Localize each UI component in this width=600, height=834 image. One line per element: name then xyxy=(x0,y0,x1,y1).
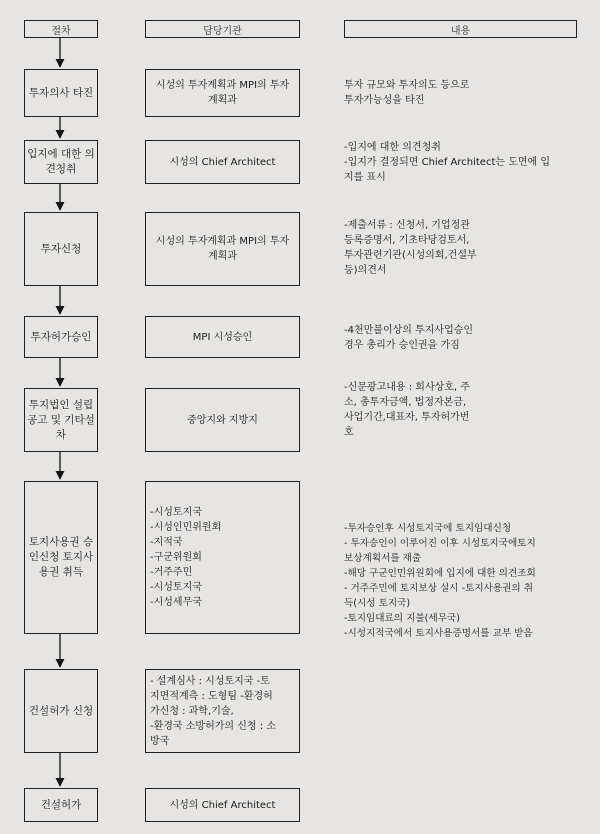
agency-box-6: - 설계심사 : 시성토지국 -토 지면적계측 : 도형팀 -환경허 가신청 : 과학,기술, -환경국 소방허가의 신청 : 소 방국 xyxy=(145,669,300,753)
step-box-3: 투자허가승인 xyxy=(24,316,98,358)
agency-box-4: 중앙지와 지방지 xyxy=(145,388,300,452)
agency-box-3: MPI 시성승인 xyxy=(145,316,300,358)
step-box-0: 투자의사 타진 xyxy=(24,69,98,117)
header-step: 절차 xyxy=(24,20,98,38)
agency-box-1: 시성의 Chief Architect xyxy=(145,140,300,184)
content-2: -제출서류 : 신청서, 기업정관 등록증명서, 기초타당검토서, 투자관련기관(시성의회,건설부 등)의견서 xyxy=(344,220,477,276)
step-box-2: 투자신청 xyxy=(24,212,98,286)
content-0: 투자 규모와 투자의도 등으로 투자가능성을 타진 xyxy=(344,80,470,106)
agency-box-0: 시성의 투자계획과 MPI의 투자 계획과 xyxy=(145,69,300,117)
header-agency: 담당기관 xyxy=(145,20,300,38)
agency-box-7: 시성의 Chief Architect xyxy=(145,788,300,822)
content-5: -투자승인후 시성토지국에 토지임대신청 - 투자승인이 이루어진 이후 시성토지국에토지 보상계획서를 재출 -해당 구군인민위원회에 입지에 대한 의견조회 - 거주주민에 토지보상 실시 -토지사용권의 취 득(시성 토지국) -토지임대료의 지불(세무국) -시성지적국에서 토지사용증명서를 교부 받음 xyxy=(344,523,536,639)
step-box-5: 토지사용권 승 인신청 토지사 용권 취득 xyxy=(24,481,98,634)
content-1: -입지에 대한 의견청취 -입지가 결정되면 Chief Architect는 도면에 입 지를 표시 xyxy=(344,142,551,183)
step-box-1: 입지에 대한 의 견청취 xyxy=(24,140,98,184)
content-3: -4천만불이상의 투지사업승인 경우 총리가 승인권을 가짐 xyxy=(344,325,474,351)
header-content: 내용 xyxy=(344,20,577,38)
step-box-4: 투지법인 설립 공고 및 기타설 차 xyxy=(24,388,98,452)
step-box-6: 건설허가 신청 xyxy=(24,669,98,753)
agency-box-2: 시성의 투자계획과 MPI의 투자 계획과 xyxy=(145,212,300,286)
agency-box-5: -시성토지국 -시성인민위원회 -지적국 -구군위원회 -거주주민 -시성토지국 -시성세무국 xyxy=(145,481,300,634)
content-4: -신문광고내용 : 회사상호, 주 소, 총투자금액, 법정자본금, 사업기간,대표자, 투자허가번 호 xyxy=(344,382,470,438)
step-box-7: 건설허가 xyxy=(24,788,98,822)
